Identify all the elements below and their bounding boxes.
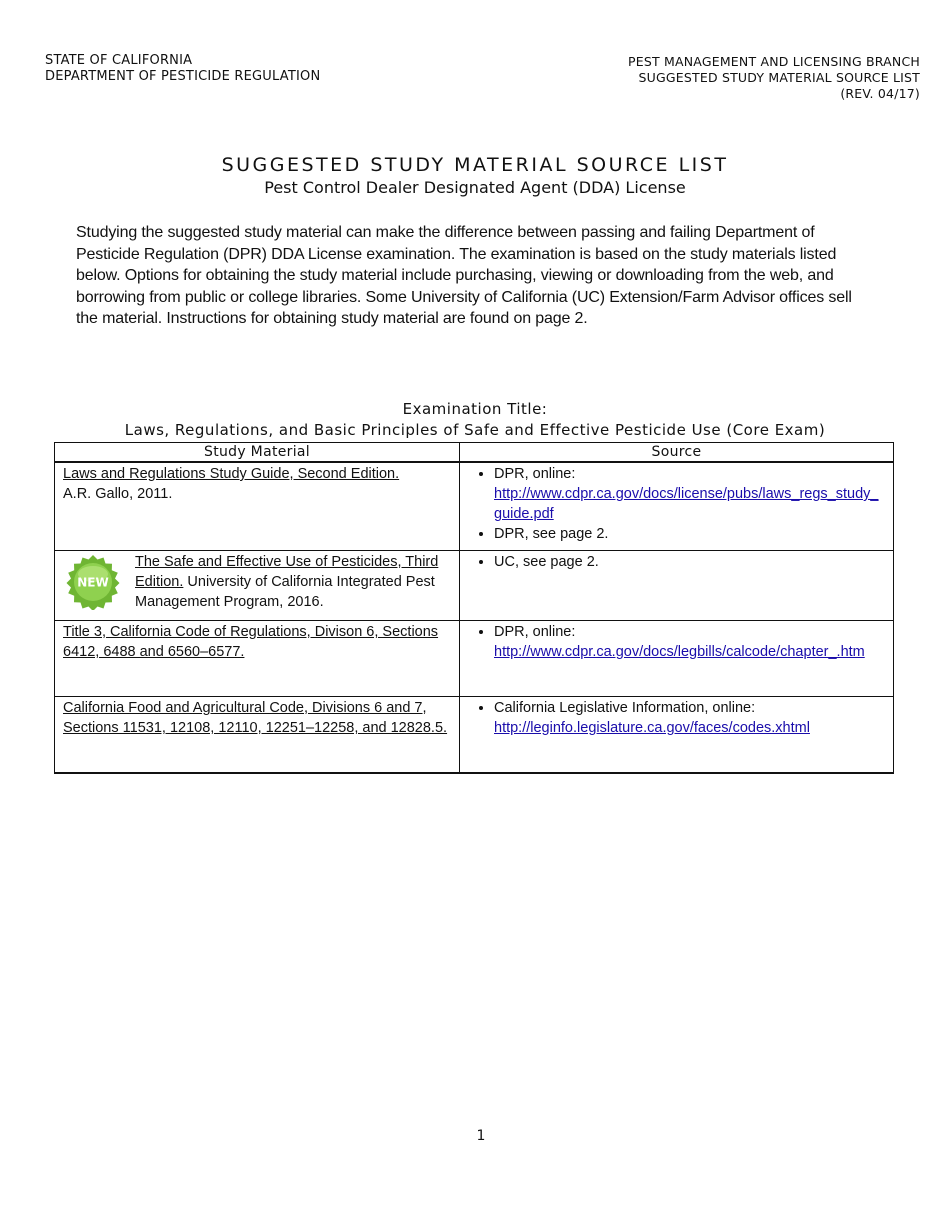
table-row: [55, 551, 894, 621]
source-text: UC, see page 2.: [494, 554, 599, 570]
header-left: [45, 53, 320, 85]
source-link[interactable]: http://www.cdpr.ca.gov/docs/license/pubs/laws_regs_study_guide.pdf: [494, 486, 879, 522]
exam-title-label: Examination Title:: [402, 400, 548, 418]
source-text: DPR, online:: [494, 466, 576, 482]
material-detail: University of California Integrated Pest Management Program, 2016.: [135, 574, 435, 610]
intro-paragraph: Studying the suggested study material can make the difference between passing and failing Department of Pesticide Regulation (DPR) DDA License examination. The examination is based on the study materials listed below. Options for obtaining the study material include purchasing, viewing or downloading from the web, and borrowing from public or college libraries. Some University of California (UC) Extension/Farm Advisor offices sell the material. Instructions for obtaining study material are found on page 2.: [76, 224, 852, 327]
source-item: [494, 552, 885, 572]
source-cell: [460, 621, 894, 697]
material-title: Title 3, California Code of Regulations, Divison 6, Sections 6412, 6488 and 6560–6577.: [63, 624, 439, 660]
table-row: [55, 462, 894, 551]
source-cell: [460, 697, 894, 774]
study-material-cell: [55, 621, 460, 697]
material-text: [135, 552, 451, 612]
branch-label: PEST MANAGEMENT AND LICENSING BRANCH: [628, 54, 920, 69]
source-link[interactable]: http://www.cdpr.ca.gov/docs/legbills/calcode/chapter_.htm: [494, 644, 865, 660]
page-title: SUGGESTED STUDY MATERIAL SOURCE LIST: [221, 154, 729, 176]
list-label: SUGGESTED STUDY MATERIAL SOURCE LIST: [638, 70, 920, 85]
header-source: Source: [460, 443, 894, 463]
source-cell: [460, 462, 894, 551]
study-material-cell: [55, 551, 460, 621]
study-material-cell: [55, 462, 460, 551]
source-item: [494, 464, 885, 524]
source-text: California Legislative Information, online:: [494, 700, 756, 716]
page-subtitle: Pest Control Dealer Designated Agent (DDA) License: [264, 178, 686, 197]
material-title: The Safe and Effective Use of Pesticides, Third Edition.: [135, 554, 439, 590]
source-text: DPR, online:: [494, 624, 576, 640]
source-item: [494, 524, 885, 544]
source-cell: [460, 551, 894, 621]
exam-title: Laws, Regulations, and Basic Principles of Safe and Effective Pesticide Use (Core Exam): [124, 421, 826, 439]
material-title: Laws and Regulations Study Guide, Second Edition.: [63, 466, 400, 482]
page-number: 1: [476, 1128, 486, 1144]
new-badge-icon: [63, 554, 123, 610]
table-row: [55, 621, 894, 697]
source-text: DPR, see page 2.: [494, 526, 609, 542]
table-header-row: [55, 443, 894, 463]
revision-label: (REV. 04/17): [840, 86, 920, 101]
source-item: [494, 622, 885, 662]
study-material-table: [54, 442, 894, 774]
header-right: [628, 54, 920, 102]
department-label: DEPARTMENT OF PESTICIDE REGULATION: [45, 69, 321, 84]
header-study-material: Study Material: [55, 443, 460, 463]
material-title: California Food and Agricultural Code, Divisions 6 and 7, Sections 11531, 12108, 12110, 12251–12258, and 12828.5.: [63, 700, 448, 736]
source-item: [494, 698, 885, 738]
material-detail: A.R. Gallo, 2011.: [63, 486, 173, 502]
state-label: STATE OF CALIFORNIA: [45, 53, 193, 68]
study-material-cell: [55, 697, 460, 774]
badge-label: NEW: [77, 575, 109, 590]
table-row: [55, 697, 894, 774]
source-link[interactable]: http://leginfo.legislature.ca.gov/faces/codes.xhtml: [494, 720, 810, 736]
